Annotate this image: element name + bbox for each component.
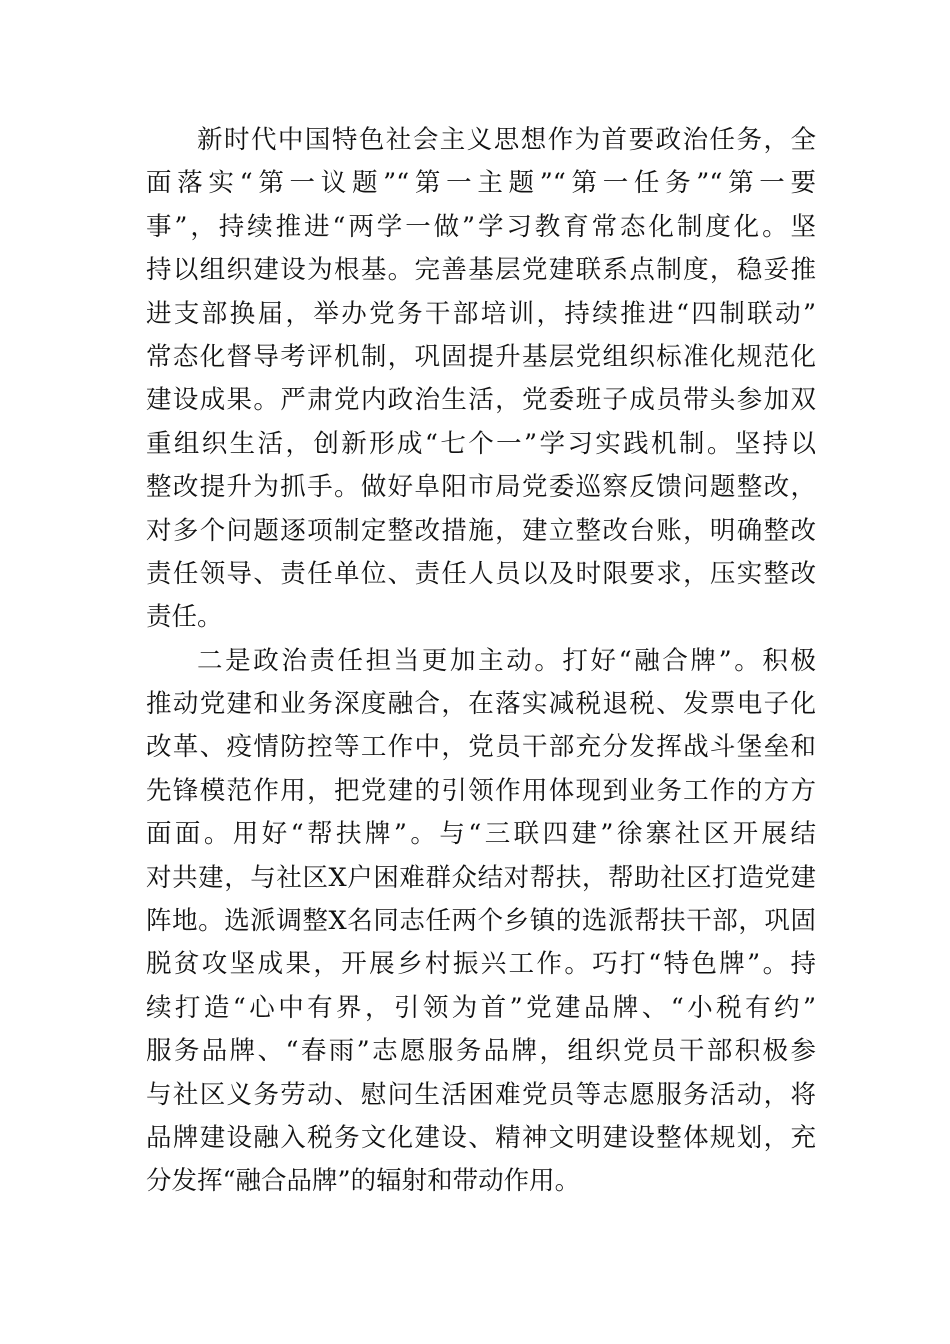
text-line: 责任。	[146, 602, 223, 633]
text-line: 面落实“第一议题”“第一主题”“第一任务”“第一要	[146, 168, 816, 199]
text-line: 进支部换届，举办党务干部培训，持续推进“四制联动”	[146, 298, 816, 329]
text-line: 改革、疫情防控等工作中，党员干部充分发挥战斗堡垒和	[146, 732, 816, 763]
text-line: 与社区义务劳动、慰问生活困难党员等志愿服务活动，将	[146, 1079, 816, 1110]
text-line: 责任领导、责任单位、责任人员以及时限要求，压实整改	[146, 558, 816, 589]
text-line: 事”，持续推进“两学一做”学习教育常态化制度化。坚	[146, 211, 816, 242]
text-line: 推动党建和业务深度融合，在落实减税退税、发票电子化	[146, 689, 816, 720]
text-line: 面面。用好“帮扶牌”。与“三联四建”徐寨社区开展结	[146, 819, 816, 850]
text-line: 分发挥“融合品牌”的辐射和带动作用。	[146, 1166, 581, 1197]
text-line: 常态化督导考评机制，巩固提升基层党组织标准化规范化	[146, 341, 816, 372]
text-line: 整改提升为抓手。做好阜阳市局党委巡察反馈问题整改，	[146, 472, 816, 503]
paragraph-1	[146, 119, 816, 640]
text-line: 先锋模范作用，把党建的引领作用体现到业务工作的方方	[146, 775, 816, 806]
text-line: 建设成果。严肃党内政治生活，党委班子成员带头参加双	[146, 385, 816, 416]
text-line: 阵地。选派调整X名同志任两个乡镇的选派帮扶干部，巩固	[146, 906, 816, 937]
body-text	[146, 119, 816, 1204]
text-line: 脱贫攻坚成果，开展乡村振兴工作。巧打“特色牌”。持	[146, 949, 816, 980]
text-line: 二是政治责任担当更加主动。打好“融合牌”。积极	[197, 645, 816, 676]
text-line: 品牌建设融入税务文化建设、精神文明建设整体规划，充	[146, 1122, 816, 1153]
text-line: 服务品牌、“春雨”志愿服务品牌，组织党员干部积极参	[146, 1036, 816, 1067]
paragraph-2	[146, 640, 816, 1204]
text-line: 对多个问题逐项制定整改措施，建立整改台账，明确整改	[146, 515, 816, 546]
text-line: 持以组织建设为根基。完善基层党建联系点制度，稳妥推	[146, 255, 816, 286]
text-line: 续打造“心中有界，引领为首”党建品牌、“小税有约”	[146, 992, 816, 1023]
text-line: 对共建，与社区X户困难群众结对帮扶，帮助社区打造党建	[146, 862, 816, 893]
text-line: 新时代中国特色社会主义思想作为首要政治任务，全	[197, 125, 816, 155]
text-line: 重组织生活，创新形成“七个一”学习实践机制。坚持以	[146, 428, 816, 459]
